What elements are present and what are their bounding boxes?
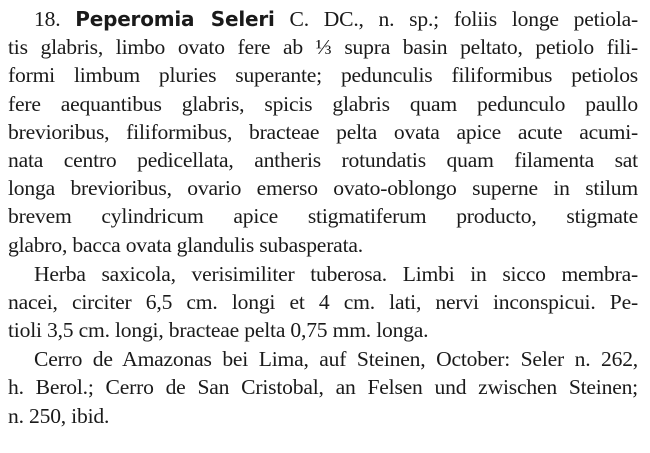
text-line: nata centro pedicellata, antheris rotundatis quam filamenta sat [8, 147, 638, 172]
text-line: h. Berol.; Cerro de San Cristobal, an Felsen und zwischen Steinen; [8, 375, 638, 400]
text-line: longa brevioribus, ovario emerso ovato-oblongo superne in stilum [8, 176, 638, 201]
text-line: formi limbum pluries superante; pedunculis filiformibus petiolos [8, 63, 638, 88]
text-line: tis glabris, limbo ovato fere ab ⅓ supra basin peltato, petiolo fili- [8, 35, 638, 60]
text-line: brevem cylindricum apice stigmatiferum producto, stigmate [8, 204, 638, 229]
habitat-paragraph [8, 260, 638, 345]
text-line: nacei, circiter 6,5 cm. longi et 4 cm. lati, nervi inconspicui. Pe- [8, 289, 638, 314]
species-description [8, 5, 638, 259]
text-line: brevioribus, filiformibus, bracteae pelta ovata apice acute acumi- [8, 119, 638, 144]
text-line: Cerro de Amazonas bei Lima, auf Steinen, October: Seler n. 262, [34, 347, 638, 372]
text-line [8, 5, 638, 33]
text-line: tioli 3,5 cm. longi, bracteae pelta 0,75 mm. longa. [8, 318, 429, 343]
text-line: Herba saxicola, verisimiliter tuberosa. Limbi in sicco membra- [34, 261, 638, 286]
entry-number: 18. [34, 7, 61, 31]
entry-line-rest: C. DC., n. sp.; foliis longe petiola- [289, 7, 638, 31]
text-line: n. 250, ibid. [8, 403, 110, 428]
text-line: fere aequantibus glabris, spicis glabris quam pedunculo paullo [8, 91, 638, 116]
species-name: Peperomia Seleri [75, 7, 275, 31]
text-line: glabro, bacca ovata glandulis subasperata. [8, 232, 363, 257]
locality-paragraph [8, 345, 638, 430]
